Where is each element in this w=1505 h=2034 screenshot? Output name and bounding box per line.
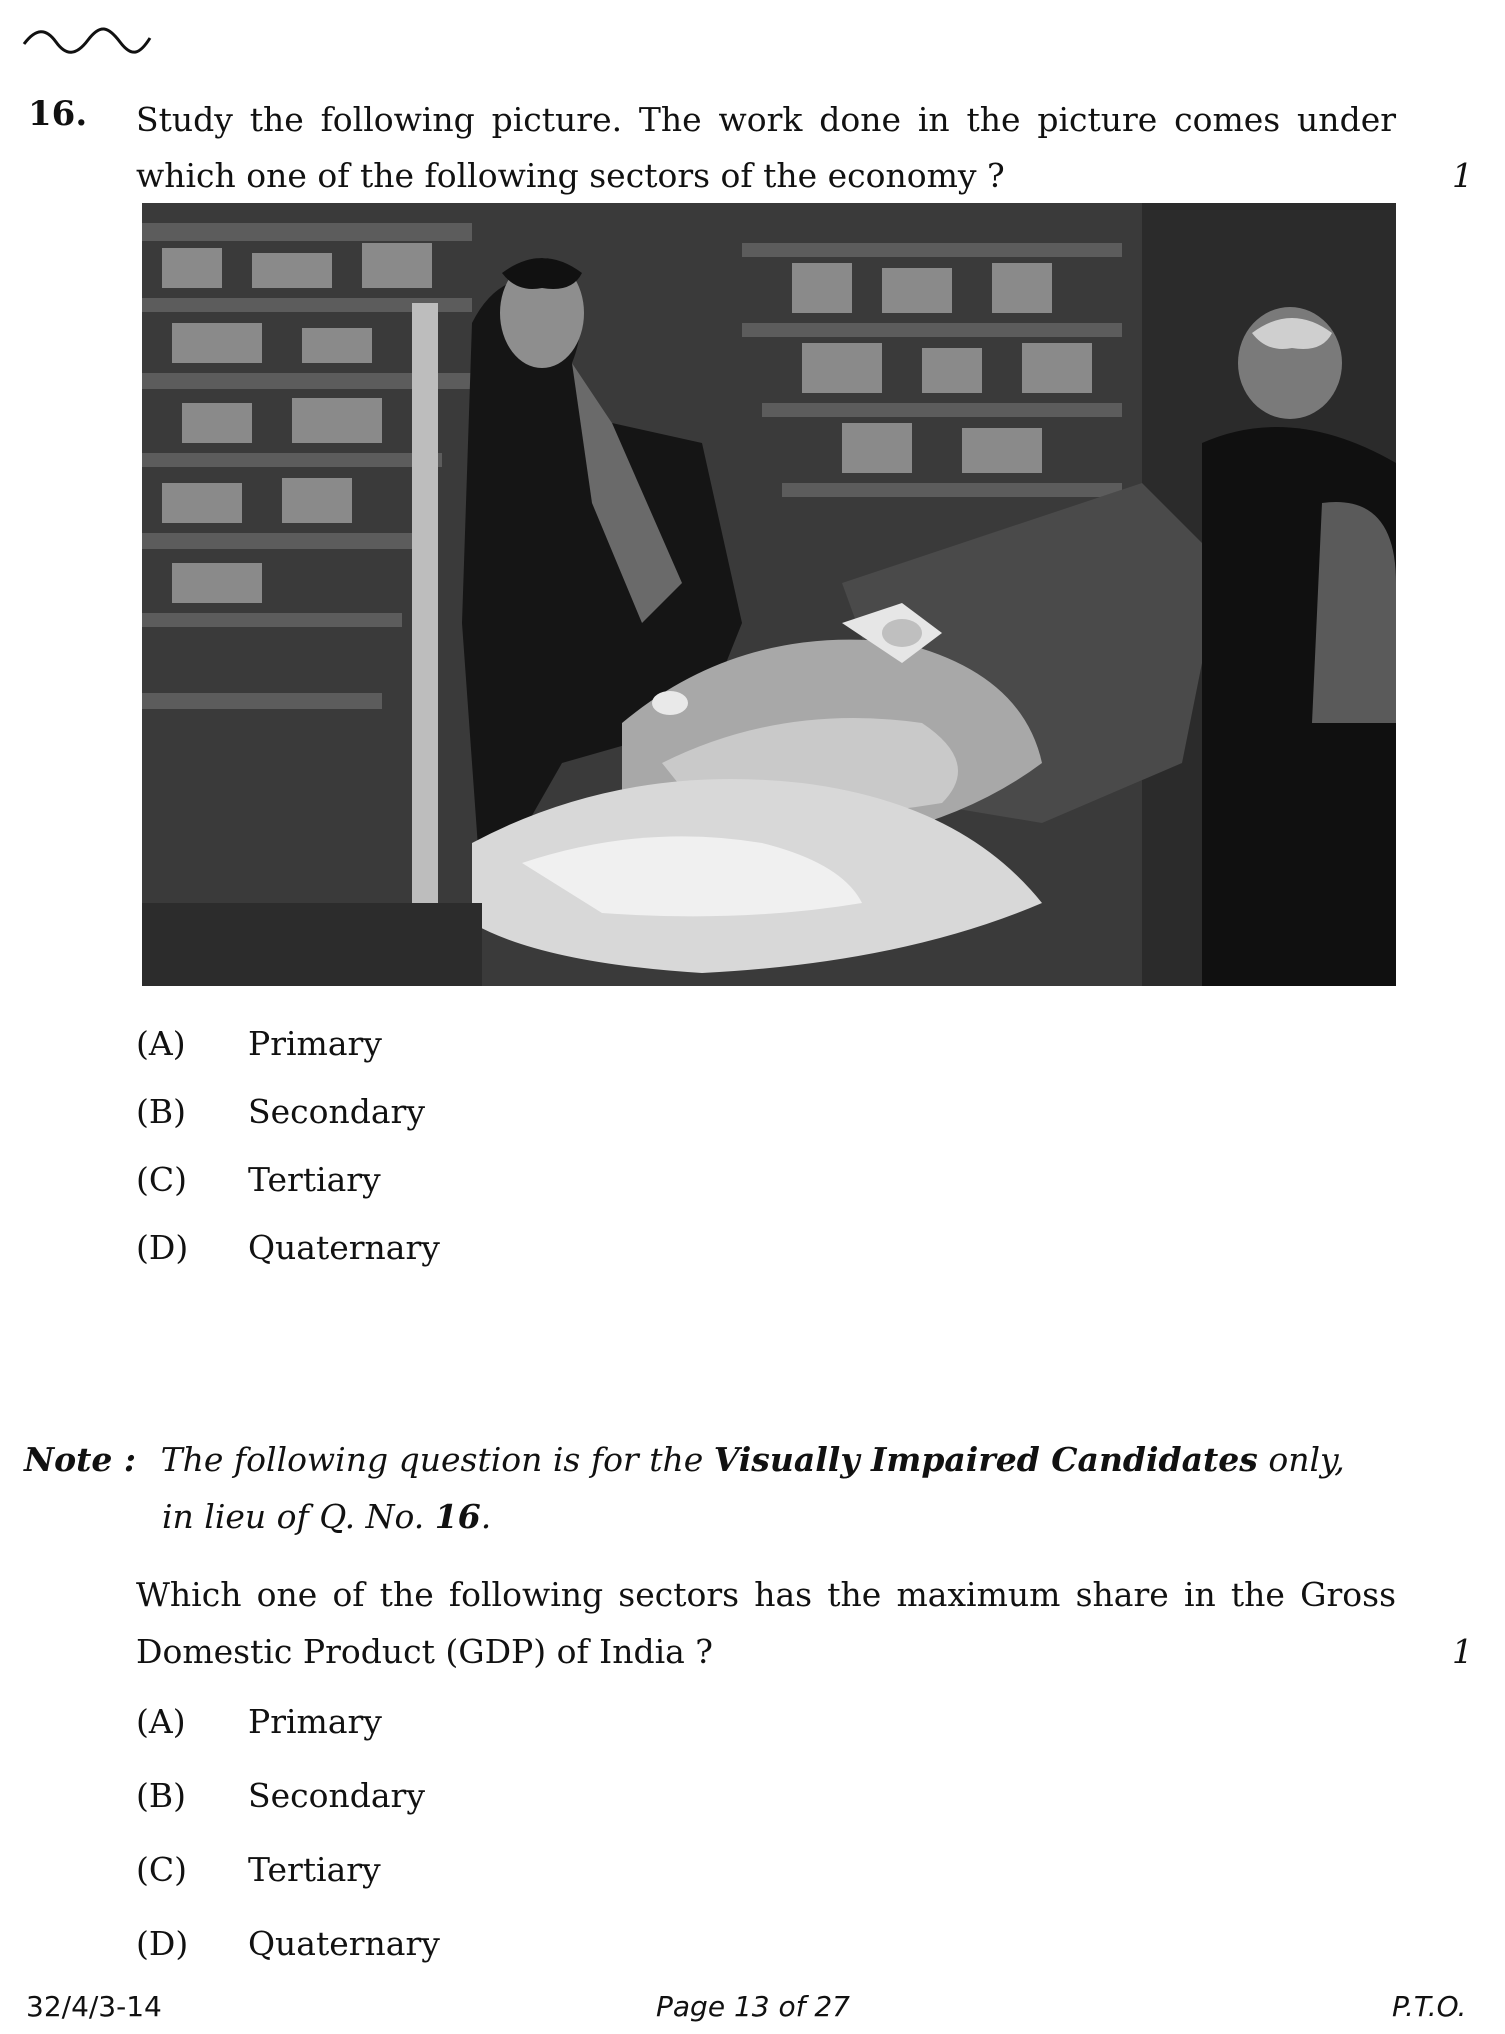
option-text: Tertiary <box>248 1160 381 1199</box>
shop-photo <box>142 203 1396 986</box>
vi-option-d <box>136 1924 636 1964</box>
q16-option-d <box>136 1228 636 1268</box>
option-label: (C) <box>136 1160 187 1199</box>
footer-pto: P.T.O. <box>1392 1990 1467 2023</box>
question-number: 16. <box>28 94 88 134</box>
option-label: (B) <box>136 1776 186 1815</box>
option-text: Secondary <box>248 1092 425 1131</box>
vi-question-marks: 1 <box>1452 1632 1473 1671</box>
option-label: (B) <box>136 1092 186 1131</box>
option-text: Quaternary <box>248 1924 440 1963</box>
option-text: Secondary <box>248 1776 425 1815</box>
option-text: Quaternary <box>248 1228 440 1267</box>
note-text-b: only, <box>1268 1440 1345 1479</box>
note-line2-text: in lieu of Q. No. <box>162 1497 425 1536</box>
footer-code: 32/4/3-14 <box>26 1990 162 2023</box>
vi-question-text-line2: Domestic Product (GDP) of India ? <box>136 1632 713 1671</box>
footer-page-number: Page 13 of 27 <box>656 1990 850 2023</box>
wave-mark-icon <box>22 22 152 58</box>
q16-option-a <box>136 1024 636 1064</box>
note-line1 <box>24 1440 1345 1479</box>
vi-option-b <box>136 1776 636 1816</box>
question-marks: 1 <box>1452 156 1473 195</box>
note-line2-end: . <box>480 1497 492 1536</box>
option-text: Primary <box>248 1024 382 1063</box>
option-label: (D) <box>136 1924 189 1963</box>
note-line2 <box>162 1497 491 1536</box>
note-line2-bold: 16 <box>434 1497 481 1536</box>
option-text: Tertiary <box>248 1850 381 1889</box>
note-text-a: The following question is for the <box>160 1440 704 1479</box>
vi-option-a <box>136 1702 636 1742</box>
option-label: (C) <box>136 1850 187 1889</box>
option-text: Primary <box>248 1702 382 1741</box>
option-label: (A) <box>136 1024 186 1063</box>
q16-option-c <box>136 1160 636 1200</box>
question-text-line1: Study the following picture. The work done in the picture comes under <box>136 100 1396 139</box>
option-label: (A) <box>136 1702 186 1741</box>
option-label: (D) <box>136 1228 189 1267</box>
question-text-line2: which one of the following sectors of the economy ? <box>136 156 1005 195</box>
vi-question-text-line1: Which one of the following sectors has the maximum share in the Gross <box>136 1575 1396 1614</box>
q16-option-b <box>136 1092 636 1132</box>
note-text-bold: Visually Impaired Candidates <box>713 1440 1258 1479</box>
note-prefix: Note : <box>24 1440 137 1479</box>
vi-option-c <box>136 1850 636 1890</box>
